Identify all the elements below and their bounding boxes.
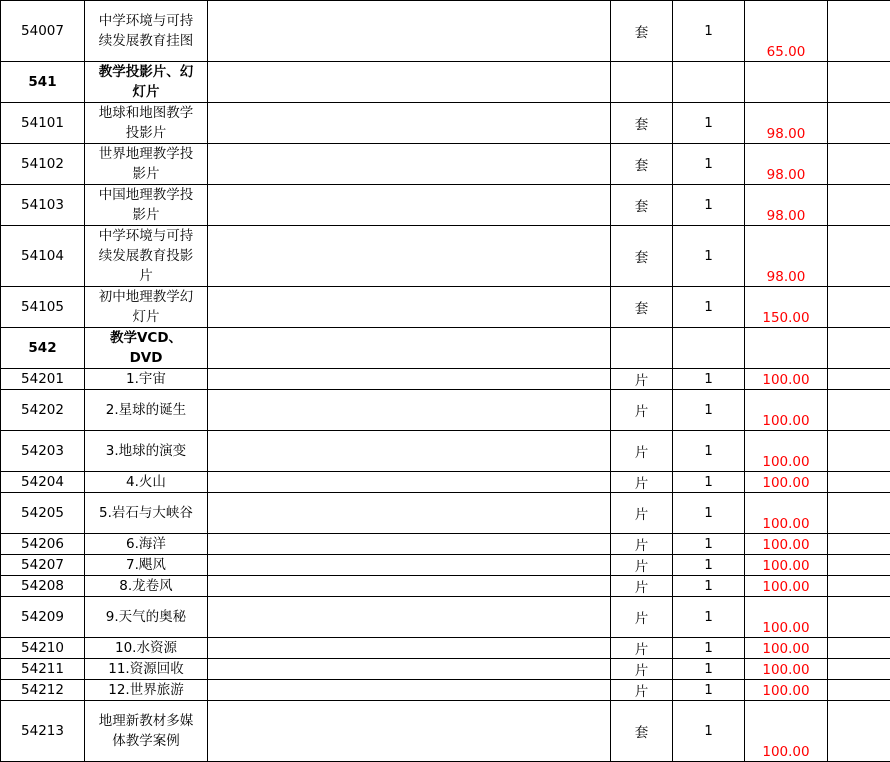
table-row bbox=[1, 597, 890, 638]
item-name-text: 中国地理教学投影片 bbox=[94, 185, 198, 225]
item-name-text: 地球和地图教学投影片 bbox=[94, 103, 198, 143]
item-unit: 套 bbox=[611, 1, 673, 62]
item-code: 54208 bbox=[1, 576, 85, 597]
item-code: 54204 bbox=[1, 472, 85, 493]
item-unit: 片 bbox=[611, 472, 673, 493]
item-price: 100.00 bbox=[745, 390, 828, 431]
spec-cell bbox=[208, 431, 611, 472]
item-unit: 片 bbox=[611, 431, 673, 472]
remark-cell bbox=[828, 576, 890, 597]
item-code: 54102 bbox=[1, 144, 85, 185]
spec-cell bbox=[208, 701, 611, 762]
item-name-text: 地理新教材多媒体教学案例 bbox=[94, 711, 198, 751]
spec-cell bbox=[208, 328, 611, 369]
remark-cell bbox=[828, 62, 890, 103]
item-code: 54206 bbox=[1, 534, 85, 555]
item-name bbox=[85, 472, 208, 493]
spec-cell bbox=[208, 555, 611, 576]
spec-cell bbox=[208, 493, 611, 534]
item-code: 54105 bbox=[1, 287, 85, 328]
table-row bbox=[1, 701, 890, 762]
item-name-text: 初中地理教学幻灯片 bbox=[94, 287, 198, 327]
table-row bbox=[1, 555, 890, 576]
item-name-text: 7.飓风 bbox=[94, 555, 198, 575]
spec-cell bbox=[208, 576, 611, 597]
remark-cell bbox=[828, 226, 890, 287]
item-quantity: 1 bbox=[673, 1, 745, 62]
item-quantity bbox=[673, 328, 745, 369]
item-name-text: 教学投影片、幻灯片 bbox=[94, 62, 198, 102]
table-body bbox=[1, 1, 890, 762]
remark-cell bbox=[828, 287, 890, 328]
item-price: 100.00 bbox=[745, 680, 828, 701]
remark-cell bbox=[828, 144, 890, 185]
item-quantity: 1 bbox=[673, 493, 745, 534]
spec-cell bbox=[208, 62, 611, 103]
item-name bbox=[85, 390, 208, 431]
spec-cell bbox=[208, 659, 611, 680]
remark-cell bbox=[828, 597, 890, 638]
item-price: 98.00 bbox=[745, 185, 828, 226]
table-row bbox=[1, 287, 890, 328]
item-name-text: 2.星球的诞生 bbox=[94, 400, 198, 420]
item-quantity: 1 bbox=[673, 287, 745, 328]
item-code: 54104 bbox=[1, 226, 85, 287]
item-name-text: 中学环境与可持续发展教育挂图 bbox=[94, 11, 198, 51]
item-unit: 片 bbox=[611, 659, 673, 680]
item-name bbox=[85, 555, 208, 576]
item-code: 54205 bbox=[1, 493, 85, 534]
item-price: 98.00 bbox=[745, 144, 828, 185]
table-row bbox=[1, 369, 890, 390]
spec-cell bbox=[208, 472, 611, 493]
item-name-text: 世界地理教学投影片 bbox=[94, 144, 198, 184]
item-name bbox=[85, 226, 208, 287]
spec-cell bbox=[208, 185, 611, 226]
item-name bbox=[85, 103, 208, 144]
table-row bbox=[1, 472, 890, 493]
item-unit: 片 bbox=[611, 534, 673, 555]
item-price: 98.00 bbox=[745, 103, 828, 144]
item-name bbox=[85, 493, 208, 534]
item-code: 54101 bbox=[1, 103, 85, 144]
item-unit: 片 bbox=[611, 597, 673, 638]
item-unit: 片 bbox=[611, 369, 673, 390]
item-name bbox=[85, 659, 208, 680]
item-price: 100.00 bbox=[745, 638, 828, 659]
remark-cell bbox=[828, 1, 890, 62]
table-row bbox=[1, 534, 890, 555]
item-name-text: 中学环境与可持续发展教育投影片 bbox=[94, 226, 198, 286]
table-row bbox=[1, 103, 890, 144]
item-quantity: 1 bbox=[673, 144, 745, 185]
spec-cell bbox=[208, 1, 611, 62]
item-code: 54103 bbox=[1, 185, 85, 226]
item-unit: 套 bbox=[611, 185, 673, 226]
item-name-text: 1.宇宙 bbox=[94, 369, 198, 389]
category-row bbox=[1, 62, 890, 103]
spec-cell bbox=[208, 287, 611, 328]
item-code: 54210 bbox=[1, 638, 85, 659]
item-code: 54007 bbox=[1, 1, 85, 62]
remark-cell bbox=[828, 431, 890, 472]
item-quantity: 1 bbox=[673, 534, 745, 555]
item-name-text: 10.水资源 bbox=[94, 638, 198, 658]
remark-cell bbox=[828, 701, 890, 762]
item-quantity: 1 bbox=[673, 185, 745, 226]
table-row bbox=[1, 493, 890, 534]
item-quantity: 1 bbox=[673, 390, 745, 431]
remark-cell bbox=[828, 185, 890, 226]
spec-cell bbox=[208, 226, 611, 287]
spec-cell bbox=[208, 369, 611, 390]
item-price: 100.00 bbox=[745, 369, 828, 390]
item-name-text: 9.天气的奥秘 bbox=[94, 607, 198, 627]
item-price: 100.00 bbox=[745, 534, 828, 555]
table-row bbox=[1, 390, 890, 431]
item-code: 54211 bbox=[1, 659, 85, 680]
spec-cell bbox=[208, 638, 611, 659]
item-quantity: 1 bbox=[673, 226, 745, 287]
item-name bbox=[85, 369, 208, 390]
remark-cell bbox=[828, 534, 890, 555]
item-code: 54201 bbox=[1, 369, 85, 390]
item-quantity: 1 bbox=[673, 472, 745, 493]
item-quantity: 1 bbox=[673, 555, 745, 576]
table-row bbox=[1, 576, 890, 597]
remark-cell bbox=[828, 328, 890, 369]
item-price bbox=[745, 62, 828, 103]
item-code: 54207 bbox=[1, 555, 85, 576]
item-quantity: 1 bbox=[673, 638, 745, 659]
remark-cell bbox=[828, 555, 890, 576]
item-name bbox=[85, 287, 208, 328]
item-name bbox=[85, 576, 208, 597]
item-code: 54209 bbox=[1, 597, 85, 638]
spec-cell bbox=[208, 144, 611, 185]
item-quantity: 1 bbox=[673, 659, 745, 680]
item-price bbox=[745, 328, 828, 369]
remark-cell bbox=[828, 472, 890, 493]
item-price: 100.00 bbox=[745, 701, 828, 762]
table-row bbox=[1, 185, 890, 226]
item-unit: 套 bbox=[611, 287, 673, 328]
item-price: 65.00 bbox=[745, 1, 828, 62]
item-price: 150.00 bbox=[745, 287, 828, 328]
item-code: 54203 bbox=[1, 431, 85, 472]
item-quantity: 1 bbox=[673, 431, 745, 472]
spec-cell bbox=[208, 534, 611, 555]
item-unit: 片 bbox=[611, 576, 673, 597]
remark-cell bbox=[828, 493, 890, 534]
item-name-text: 8.龙卷风 bbox=[94, 576, 198, 596]
item-quantity: 1 bbox=[673, 576, 745, 597]
item-name-text: 5.岩石与大峡谷 bbox=[94, 503, 198, 523]
item-unit: 套 bbox=[611, 103, 673, 144]
table-row bbox=[1, 144, 890, 185]
item-name-text: 教学VCD、DVD bbox=[94, 328, 198, 368]
spec-cell bbox=[208, 390, 611, 431]
item-price: 100.00 bbox=[745, 472, 828, 493]
item-name-text: 4.火山 bbox=[94, 472, 198, 492]
remark-cell bbox=[828, 680, 890, 701]
item-name bbox=[85, 1, 208, 62]
item-name bbox=[85, 431, 208, 472]
table-row bbox=[1, 680, 890, 701]
item-quantity: 1 bbox=[673, 680, 745, 701]
item-price: 100.00 bbox=[745, 659, 828, 680]
item-quantity: 1 bbox=[673, 369, 745, 390]
item-name bbox=[85, 534, 208, 555]
table-row bbox=[1, 659, 890, 680]
item-code: 54212 bbox=[1, 680, 85, 701]
item-code: 54213 bbox=[1, 701, 85, 762]
item-unit: 片 bbox=[611, 390, 673, 431]
item-unit bbox=[611, 62, 673, 103]
item-name-text: 3.地球的演变 bbox=[94, 441, 198, 461]
item-name bbox=[85, 597, 208, 638]
spec-cell bbox=[208, 103, 611, 144]
table-row bbox=[1, 1, 890, 62]
table-row bbox=[1, 226, 890, 287]
table-row bbox=[1, 638, 890, 659]
item-code: 542 bbox=[1, 328, 85, 369]
item-code: 54202 bbox=[1, 390, 85, 431]
item-quantity: 1 bbox=[673, 701, 745, 762]
item-price: 100.00 bbox=[745, 431, 828, 472]
item-unit: 片 bbox=[611, 680, 673, 701]
item-unit bbox=[611, 328, 673, 369]
item-price: 98.00 bbox=[745, 226, 828, 287]
item-unit: 套 bbox=[611, 144, 673, 185]
item-price: 100.00 bbox=[745, 555, 828, 576]
spec-cell bbox=[208, 597, 611, 638]
item-price: 100.00 bbox=[745, 597, 828, 638]
remark-cell bbox=[828, 390, 890, 431]
item-unit: 套 bbox=[611, 226, 673, 287]
item-name bbox=[85, 701, 208, 762]
item-name bbox=[85, 62, 208, 103]
item-price: 100.00 bbox=[745, 493, 828, 534]
item-unit: 套 bbox=[611, 701, 673, 762]
remark-cell bbox=[828, 638, 890, 659]
spec-cell bbox=[208, 680, 611, 701]
item-name-text: 12.世界旅游 bbox=[94, 680, 198, 700]
remark-cell bbox=[828, 659, 890, 680]
item-name bbox=[85, 328, 208, 369]
category-row bbox=[1, 328, 890, 369]
item-unit: 片 bbox=[611, 555, 673, 576]
item-quantity: 1 bbox=[673, 103, 745, 144]
item-name bbox=[85, 185, 208, 226]
item-code: 541 bbox=[1, 62, 85, 103]
table-row bbox=[1, 431, 890, 472]
item-name bbox=[85, 144, 208, 185]
item-name-text: 11.资源回收 bbox=[94, 659, 198, 679]
item-name bbox=[85, 680, 208, 701]
item-unit: 片 bbox=[611, 493, 673, 534]
item-price: 100.00 bbox=[745, 576, 828, 597]
item-quantity bbox=[673, 62, 745, 103]
item-quantity: 1 bbox=[673, 597, 745, 638]
item-unit: 片 bbox=[611, 638, 673, 659]
remark-cell bbox=[828, 369, 890, 390]
item-name-text: 6.海洋 bbox=[94, 534, 198, 554]
item-name bbox=[85, 638, 208, 659]
remark-cell bbox=[828, 103, 890, 144]
